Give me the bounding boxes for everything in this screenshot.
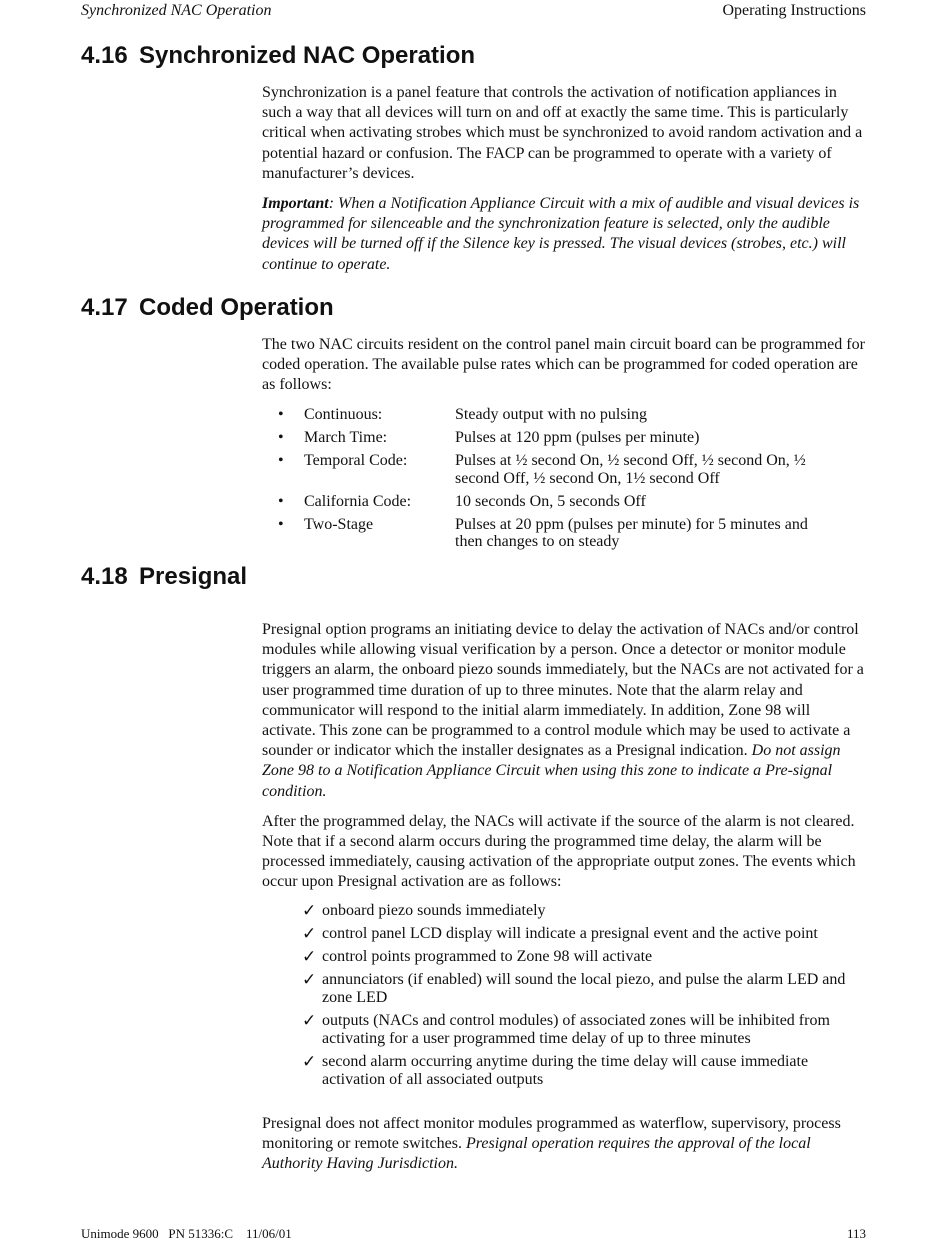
important-text: : When a Notification Appliance Circuit with a mix of audible and visual devices is programmed for silenceable and the synchronization feature is selected, only the audible devices will be turned off if the Silence key is pressed. The visual devices (strobes, etc.) will continue to operate. [262, 195, 860, 273]
paragraph [262, 1114, 866, 1175]
check-icon: ✓ [302, 1052, 317, 1072]
list-text: outputs (NACs and control modules) of associated zones will be inhibited from activating for a user programmed time delay of up to three minutes [322, 1012, 830, 1047]
check-icon: ✓ [302, 970, 317, 990]
paragraph: Synchronization is a panel feature that controls the activation of notification appliances in such a way that all devices will turn on and off at exactly the same time. This is particularly critical when activating strobes which must be synchronized to avoid random activation and a potential hazard or confusion. The FACP can be programmed to operate with a variety of manufacturer’s devices. [262, 84, 863, 182]
running-header-section: Operating Instructions [722, 2, 866, 19]
section-number: 4.18 [81, 563, 128, 590]
paragraph: The two NAC circuits resident on the control panel main circuit board can be programmed for coded operation. The available pulse rates which can be programmed for coded operation are as follows: [262, 336, 865, 394]
footer-doc-info: Unimode 9600 PN 51336:C 11/06/01 [81, 1226, 292, 1241]
section-title: Presignal [139, 563, 248, 590]
check-icon: ✓ [302, 901, 317, 921]
list-desc: Steady output with no pulsing [455, 406, 647, 423]
list-item [302, 1012, 868, 1048]
list-text: control points programmed to Zone 98 will activate [322, 948, 653, 965]
paragraph-text: Presignal does not affect monitor modules programmed as waterflow, supervisory, process monitoring or remote switches. [262, 1115, 841, 1153]
paragraph-text: Presignal option programs an initiating device to delay the activation of NACs and/or control modules while allowing visual verification by a person. Once a detector or monitor module triggers an alarm, the onboard piezo sounds immediately, but the NACs are not activated for a user programmed time duration of up to three minutes. Note that the alarm relay and communicator will respond to the initial alarm immediately. In addition, Zone 98 will activate. This zone can be programmed to a control module which may be used to activate a sounder or indicator which the installer designates as a Presignal indication. [262, 621, 864, 760]
presignal-events-list [302, 902, 868, 1094]
important-label: Important [262, 195, 329, 213]
list-item [278, 452, 868, 487]
list-item [278, 429, 868, 447]
important-note [262, 194, 866, 275]
list-item [302, 971, 868, 1007]
section-heading-4-17 [81, 294, 334, 322]
section-body-4-18 [262, 620, 866, 893]
section-title: Coded Operation [139, 294, 334, 321]
section-title: Synchronized NAC Operation [139, 42, 476, 69]
section-number: 4.17 [81, 294, 128, 321]
list-text: control panel LCD display will indicate a presignal event and the active point [322, 925, 818, 942]
running-header-title: Synchronized NAC Operation [81, 2, 272, 19]
check-icon: ✓ [302, 1011, 317, 1031]
section-body-4-17 [262, 335, 866, 396]
list-item [302, 948, 868, 966]
bullet-icon: • [278, 515, 284, 533]
list-term: Temporal Code: [304, 452, 408, 469]
section-body-4-16 [262, 83, 866, 275]
check-icon: ✓ [302, 924, 317, 944]
list-desc: Pulses at ½ second On, ½ second Off, ½ second On, ½ second Off, ½ second On, 1½ second Off [455, 452, 806, 487]
section-closing-4-18 [262, 1114, 866, 1175]
bullet-icon: • [278, 492, 284, 510]
paragraph-italic: Do not assign Zone 98 to a Notification Appliance Circuit when using this zone to indicate a Pre-signal condition. [262, 742, 841, 800]
paragraph: After the programmed delay, the NACs will activate if the source of the alarm is not cleared. Note that if a second alarm occurs during the programmed time delay, the alarm will be processed immediately, causing activation of the appropriate output zones. The events which occur upon Presignal activation are as follows: [262, 812, 856, 891]
bullet-icon: • [278, 452, 284, 469]
page-number: 113 [846, 1226, 866, 1241]
paragraph [262, 620, 866, 802]
list-term: Two-Stage [304, 515, 374, 533]
list-text: annunciators (if enabled) will sound the local piezo, and pulse the alarm LED and zone LED [322, 971, 846, 1006]
list-item [278, 493, 868, 511]
list-item [278, 516, 868, 551]
section-number: 4.16 [81, 42, 128, 69]
check-icon: ✓ [302, 947, 317, 967]
list-term: March Time: [304, 429, 388, 446]
list-desc: Pulses at 120 ppm (pulses per minute) [455, 429, 700, 446]
section-heading-4-16 [81, 42, 475, 70]
paragraph-italic: Presignal operation requires the approval of the local Authority Having Jurisdiction. [262, 1135, 811, 1173]
list-text: onboard piezo sounds immediately [322, 902, 546, 919]
list-item [278, 406, 868, 424]
bullet-icon: • [278, 406, 284, 423]
list-item [302, 925, 868, 943]
list-item [302, 1053, 868, 1089]
list-desc: 10 seconds On, 5 seconds Off [455, 492, 646, 510]
section-heading-4-18 [81, 563, 247, 591]
list-term: Continuous: [304, 406, 383, 423]
pulse-rate-list [278, 406, 868, 556]
list-item [302, 902, 868, 920]
bullet-icon: • [278, 429, 284, 446]
list-term: California Code: [304, 492, 412, 510]
list-desc: Pulses at 20 ppm (pulses per minute) for 5 minutes and then changes to on steady [455, 515, 808, 550]
list-text: second alarm occurring anytime during the time delay will cause immediate activation of all associated outputs [322, 1053, 809, 1088]
